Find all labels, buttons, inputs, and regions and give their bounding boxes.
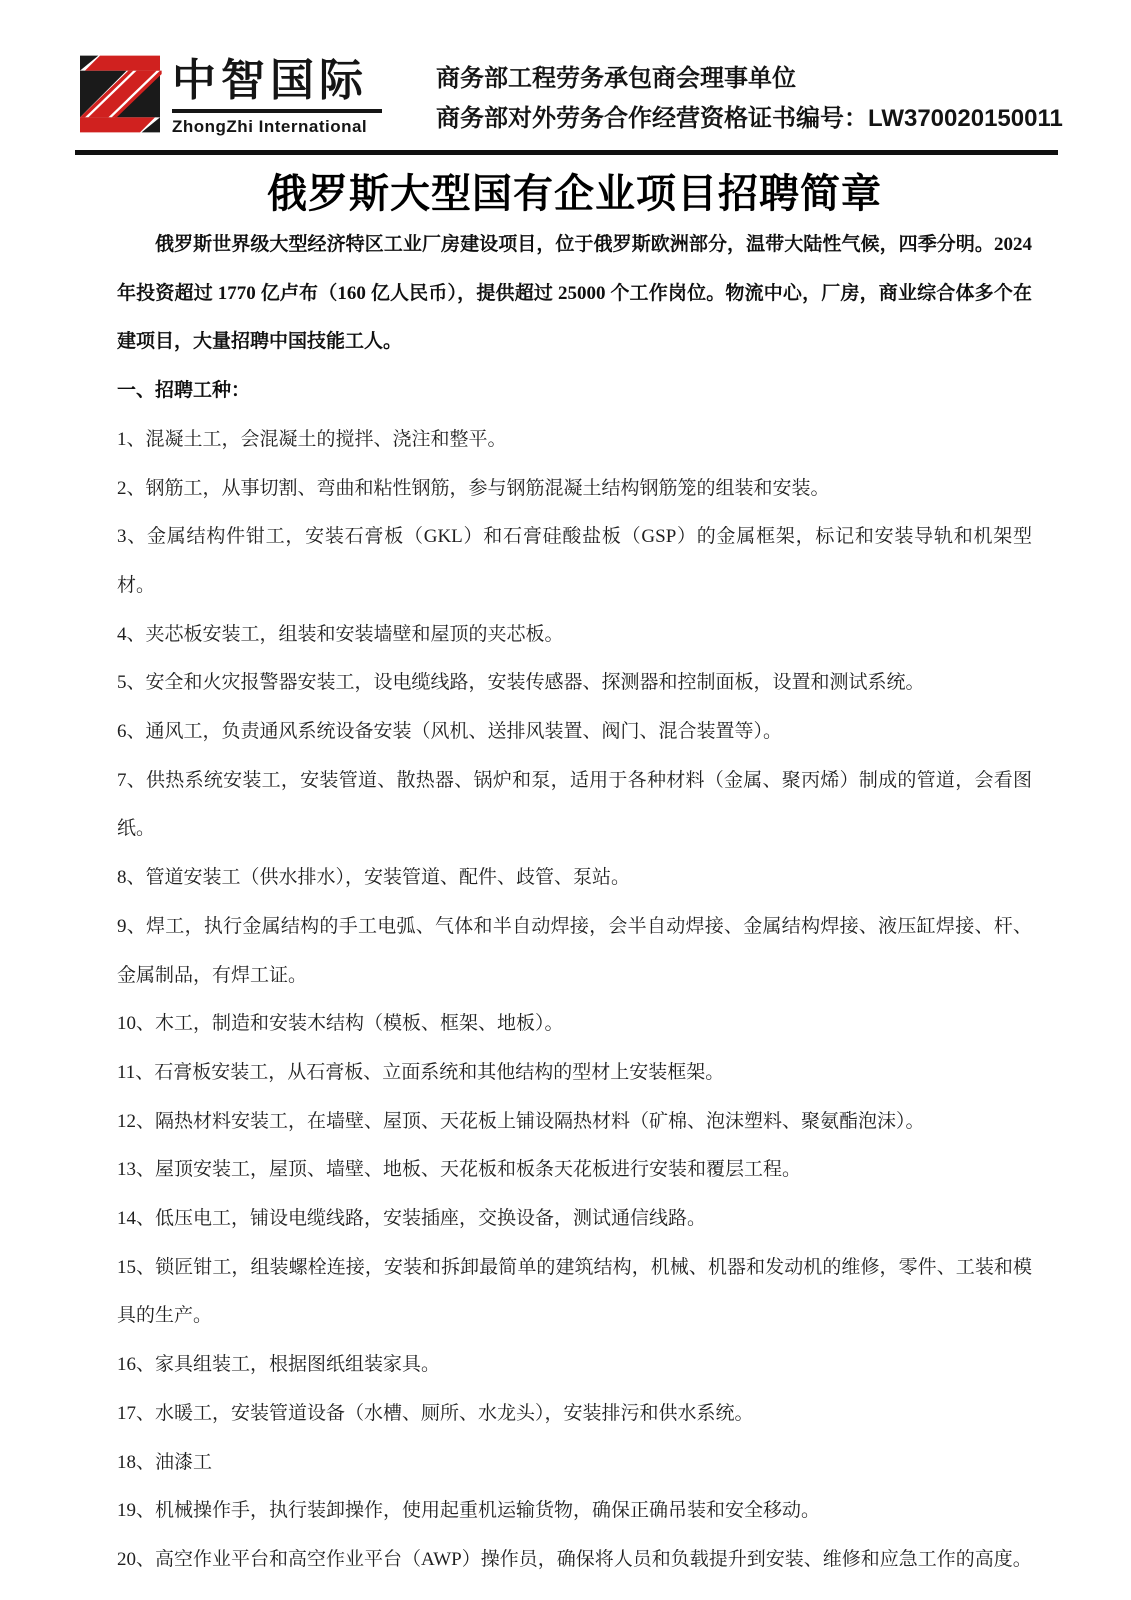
document-title: 俄罗斯大型国有企业项目招聘简章 (267, 171, 882, 216)
document-body (117, 167, 1032, 1585)
job-item-10: 10、木工，制造和安装木结构（模板、框架、地板）。 (117, 1013, 564, 1035)
job-item-4: 4、夹芯板安装工，组装和安装墙壁和屋顶的夹芯板。 (117, 623, 564, 645)
job-item-7: 7、供热系统安装工，安装管道、散热器、锅炉和泵，适用于各种材料（金属、聚丙烯）制成的管道，会看图纸。 (117, 769, 1032, 840)
letterhead (0, 0, 1131, 139)
intro-paragraph: 俄罗斯世界级大型经济特区工业厂房建设项目，位于俄罗斯欧洲部分，温带大陆性气候，四季分明。2024 年投资超过 1770 亿卢布（160 亿人民币），提供超过 25000 个工作岗位。物流中心，厂房，商业综合体多个在建项目，大量招聘中国技能工人。 (117, 234, 1032, 353)
job-item-3: 3、金属结构件钳工，安装石膏板（GKL）和石膏硅酸盐板（GSP）的金属框架，标记和安装导轨和机架型材。 (117, 526, 1032, 596)
brand-underline (172, 109, 382, 113)
job-item-18: 18、油漆工 (117, 1451, 213, 1473)
job-item-15: 15、锁匠钳工，组装螺栓连接，安装和拆卸最简单的建筑结构，机械、机器和发动机的维修，零件、工装和模具的生产。 (117, 1256, 1032, 1327)
job-item-14: 14、低压电工，铺设电缆线路，安装插座，交换设备，测试通信线路。 (117, 1208, 707, 1230)
brand-name-cn: 中智国际 (172, 56, 368, 105)
job-item-16: 16、家具组装工，根据图纸组装家具。 (117, 1354, 441, 1376)
job-item-19: 19、机械操作手，执行装卸操作，使用起重机运输货物，确保正确吊装和安全移动。 (117, 1500, 821, 1522)
job-item-20: 20、高空作业平台和高空作业平台（AWP）操作员，确保将人员和负载提升到安装、维修和应急工作的高度。 (117, 1548, 1032, 1570)
job-item-6: 6、通风工，负责通风系统设备安装（风机、送排风装置、阀门、混合装置等）。 (117, 721, 783, 743)
job-item-1: 1、混凝土工，会混凝土的搅拌、浇注和整平。 (117, 428, 507, 450)
zhongzhi-z-icon (78, 54, 162, 134)
job-item-2: 2、钢筋工，从事切割、弯曲和粘性钢筋，参与钢筋混凝土结构钢筋笼的组装和安装。 (117, 477, 830, 499)
header-divider (75, 150, 1058, 155)
cert-license-line (436, 99, 1063, 139)
job-item-9: 9、焊工，执行金属结构的手工电弧、气体和半自动焊接，会半自动焊接、金属结构焊接、液压缸焊接、杆、金属制品，有焊工证。 (117, 915, 1032, 986)
brand-lockup (78, 54, 382, 136)
certification-block (436, 54, 1063, 139)
brand-name-en: ZhongZhi International (172, 117, 368, 136)
job-item-11: 11、石膏板安装工，从石膏板、立面系统和其他结构的型材上安装框架。 (117, 1061, 725, 1083)
job-item-12: 12、隔热材料安装工，在墙壁、屋顶、天花板上铺设隔热材料（矿棉、泡沫塑料、聚氨酯泡沫）。 (117, 1110, 925, 1132)
job-item-17: 17、水暖工，安装管道设备（水槽、厕所、水龙头），安装排污和供水系统。 (117, 1402, 754, 1424)
brand-text-block (172, 54, 382, 136)
license-label: 商务部对外劳务合作经营资格证书编号： (436, 106, 868, 132)
section-heading: 一、招聘工种： (117, 380, 251, 402)
job-item-13: 13、屋顶安装工，屋顶、墙壁、地板、天花板和板条天花板进行安装和覆层工程。 (117, 1159, 802, 1181)
job-item-5: 5、安全和火灾报警器安装工，设电缆线路，安装传感器、探测器和控制面板，设置和测试系统。 (117, 672, 925, 694)
cert-membership-line: 商务部工程劳务承包商会理事单位 (436, 66, 796, 92)
license-number: LW370020150011 (868, 105, 1063, 132)
job-item-8: 8、管道安装工（供水排水），安装管道、配件、歧管、泵站。 (117, 867, 631, 889)
